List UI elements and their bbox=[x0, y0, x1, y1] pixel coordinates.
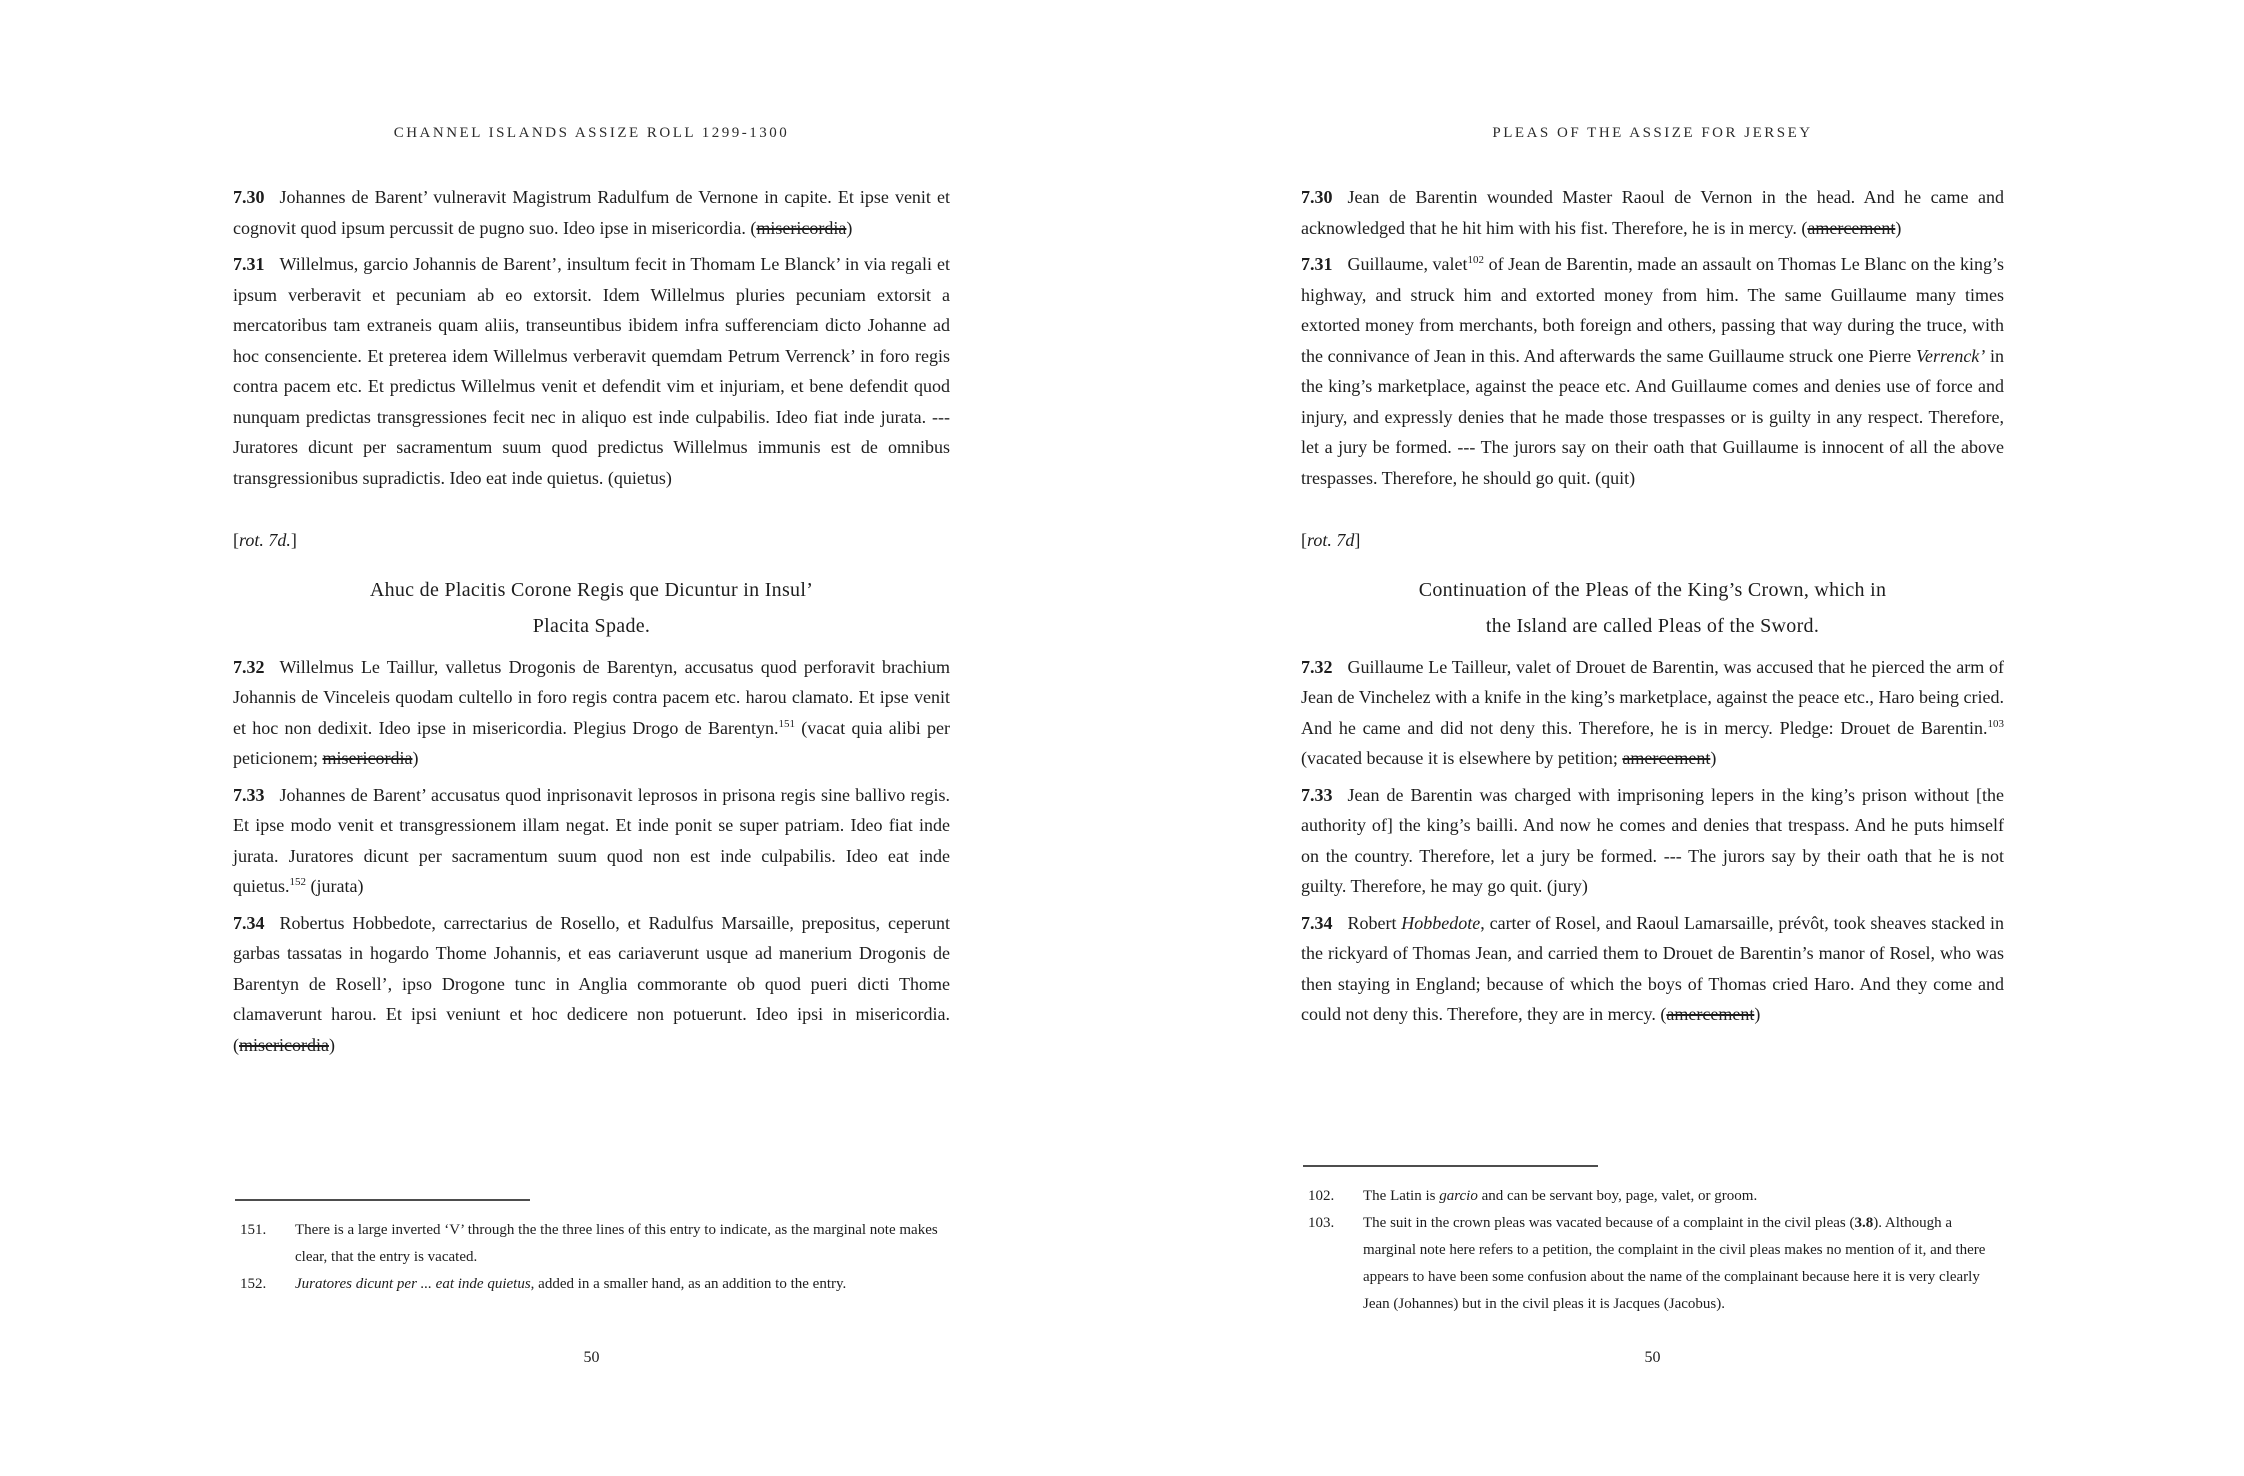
entry-7-30-english bbox=[1301, 182, 2004, 243]
section-heading-english bbox=[1301, 572, 2004, 644]
entry-number: 7.32 bbox=[233, 656, 265, 677]
page-body-english bbox=[1301, 182, 2004, 1036]
entry-number: 7.30 bbox=[1301, 187, 1333, 207]
entry-number: 7.32 bbox=[1301, 656, 1333, 677]
entry-text: Jean de Barentin was charged with imprisoning lepers in the king’s prison without [the authority of] the king’s bailli. And now he comes and denies that trespass. And he puts himself on the country. Therefore, let a jury be formed. --- The jurors say by their oath that he is not guilty. Therefore, he may go quit. (jury) bbox=[1301, 784, 2004, 896]
entry-7-34-english bbox=[1301, 908, 2004, 1030]
footnote-number: 152. bbox=[240, 1276, 267, 1292]
page-number-latin: 50 bbox=[583, 1349, 600, 1366]
footnote-separator bbox=[1303, 1165, 1598, 1167]
footnotes-english bbox=[1301, 1165, 2004, 1318]
footnote-number: 102. bbox=[1308, 1188, 1335, 1204]
section-heading-line: the Island are called Pleas of the Sword. bbox=[1485, 614, 1820, 637]
rotulus-label-latin: [rot. 7d.] bbox=[233, 530, 297, 550]
page-latin bbox=[233, 0, 950, 1476]
section-heading-latin bbox=[233, 572, 950, 644]
entry-text: Guillaume, valet$^{102}$ of Jean de Barentin, made an assault on Thomas Le Blanc on the king’s highway, and struck him and extorted money from him. The same Guillaume many times extorted money from merchants, both foreign and others, passing that way during the truce, with the connivance of Jean in this. And afterwards the same Guillaume struck one Pierre Verrenck’ in the king’s marketplace, against the peace etc. And Guillaume comes and denies use of force and injury, and expressly denies that he made those trespasses or is guilty in any respect. Therefore, let a jury be formed. --- The jurors say on their oath that Guillaume is innocent of all the above trespasses. Therefore, he should go quit. (quit) bbox=[1301, 254, 2004, 488]
footnote-152 bbox=[233, 1271, 950, 1298]
entry-number: 7.34 bbox=[233, 912, 265, 933]
footnote-text: The Latin is garcio and can be servant boy, page, valet, or groom. bbox=[1363, 1188, 1758, 1204]
entry-7-31-english bbox=[1301, 249, 2004, 493]
page-number-english: 50 bbox=[1644, 1349, 1661, 1366]
section-heading-line: Continuation of the Pleas of the King’s Crown, which in bbox=[1418, 578, 1887, 601]
entry-number: 7.34 bbox=[1301, 912, 1333, 933]
entry-7-32-english bbox=[1301, 652, 2004, 774]
footnote-103 bbox=[1301, 1210, 2004, 1318]
entry-number: 7.33 bbox=[1301, 784, 1333, 805]
footnote-number: 151. bbox=[240, 1222, 267, 1238]
footnote-text: The suit in the crown pleas was vacated because of a complaint in the civil pleas (3.8). Although a marginal note here refers to a petition, the complaint in the civil pleas makes no mention of it, and there appears to have been some confusion about the name of the complainant because here it is very clearly Jean (Johannes) but in the civil pleas it is Jacques (Jacobus). bbox=[1363, 1215, 1986, 1312]
page-english bbox=[1301, 0, 2004, 1476]
footnote-102 bbox=[1301, 1183, 2004, 1210]
entry-number: 7.30 bbox=[233, 187, 265, 207]
entry-7-30-latin bbox=[233, 182, 950, 243]
entry-number: 7.31 bbox=[1301, 254, 1333, 274]
entry-7-33-latin bbox=[233, 780, 950, 902]
rotulus-label-english: [rot. 7d] bbox=[1301, 530, 1361, 550]
running-head-latin: CHANNEL ISLANDS ASSIZE ROLL 1299-1300 bbox=[393, 125, 790, 141]
entry-text: Willelmus, garcio Johannis de Barent’, insultum fecit in Thomam Le Blanck’ in via regali et ipsum verberavit et pecuniam ab eo extorsit. Idem Willelmus pluries pecuniam extorsit a mercatoribus tam extraneis quam aliis, transeuntibus ibidem infra sufferenciam dicto Johanne ad hoc consenciente. Et preterea idem Willelmus verberavit quemdam Petrum Verrenck’ in foro regis contra pacem etc. Et predictus Willelmus venit et defendit vim et injuriam, et bene defendit quod nunquam predictas transgressiones fecit nec in aliquo est inde culpabilis. Ideo fiat inde jurata. --- Juratores dicunt per sacramentum suum quod predictus Willelmus immunis est de omnibus transgressionibus supradictis. Ideo eat inde quietus. (quietus) bbox=[233, 254, 950, 488]
footnote-151 bbox=[233, 1217, 950, 1271]
entry-text: Robertus Hobbedote, carrectarius de Rosello, et Radulfus Marsaille, prepositus, ceperunt garbas tassatas in hogardo Thome Johannis, et eas cariaverunt usque ad manerium Drogonis de Barentyn de Rosell’, ipso Drogone tunc in Anglia commorante ob quod pueri dicti Thome clamaverunt harou. Et ipsi veniunt et hoc dedicere non potuerunt. Ideo ipsi in misericordia. (misericordia) bbox=[233, 912, 950, 1055]
footnote-text: There is a large inverted ‘V’ through the the three lines of this entry to indicate, as the marginal note makes clear, that the entry is vacated. bbox=[295, 1222, 938, 1265]
section-heading-line: Ahuc de Placitis Corone Regis que Dicuntur in Insul’ bbox=[369, 578, 814, 601]
footnotes-latin bbox=[233, 1199, 950, 1298]
page-body-latin bbox=[233, 182, 950, 1066]
entry-7-34-latin bbox=[233, 908, 950, 1061]
entry-text: Johannes de Barent’ accusatus quod inprisonavit leprosos in prisona regis sine ballivo regis. Et ipse modo venit et transgressionem illam negat. Et inde ponit se super patriam. Ideo fiat inde jurata. Juratores dicunt per sacramentum suum quod non est inde culpabilis. Ideo eat inde quietus.$^{152}$ (jurata) bbox=[233, 784, 950, 896]
footnote-number: 103. bbox=[1308, 1215, 1335, 1231]
entry-7-33-english bbox=[1301, 780, 2004, 902]
entry-text: Willelmus Le Taillur, valletus Drogonis de Barentyn, accusatus quod perforavit brachium Johannis de Vinceleis quodam cultello in foro regis contra pacem etc. harou clamato. Et ipse venit et hoc non dedixit. Ideo ipse in misericordia. Plegius Drogo de Barentyn.$^{151}$ (vacat quia alibi per peticionem; misericordia) bbox=[233, 656, 950, 768]
entry-7-32-latin bbox=[233, 652, 950, 774]
footnote-text: Juratores dicunt per ... eat inde quietus, added in a smaller hand, as an addition to the entry. bbox=[295, 1276, 847, 1292]
entry-text: Robert Hobbedote, carter of Rosel, and Raoul Lamarsaille, prévôt, took sheaves stacked in the rickyard of Thomas Jean, and carried them to Drouet de Barentin’s manor of Rosel, who was then staying in England; because of which the boys of Thomas cried Haro. And they come and could not deny this. Therefore, they are in mercy. (amercement) bbox=[1301, 912, 2004, 1024]
entry-number: 7.33 bbox=[233, 784, 265, 805]
entry-text: Johannes de Barent’ vulneravit Magistrum Radulfum de Vernone in capite. Et ipse venit et cognovit quod ipsum percussit de pugno suo. Ideo ipse in misericordia. (misericordia) bbox=[233, 187, 950, 238]
footnote-separator bbox=[235, 1199, 530, 1201]
entry-text: Jean de Barentin wounded Master Raoul de Vernon in the head. And he came and acknowledged that he hit him with his fist. Therefore, he is in mercy. (amercement) bbox=[1301, 187, 2004, 238]
running-head-english: PLEAS OF THE ASSIZE FOR JERSEY bbox=[1492, 125, 1813, 141]
entry-number: 7.31 bbox=[233, 254, 265, 274]
section-heading-line: Placita Spade. bbox=[532, 614, 651, 637]
entry-7-31-latin bbox=[233, 249, 950, 493]
entry-text: Guillaume Le Tailleur, valet of Drouet de Barentin, was accused that he pierced the arm of Jean de Vinchelez with a knife in the king’s marketplace, against the peace etc., Haro being cried. And he came and did not deny this. Therefore, he is in mercy. Pledge: Drouet de Barentin.$^{103}$ (vacated because it is elsewhere by petition; amercement) bbox=[1301, 656, 2004, 768]
